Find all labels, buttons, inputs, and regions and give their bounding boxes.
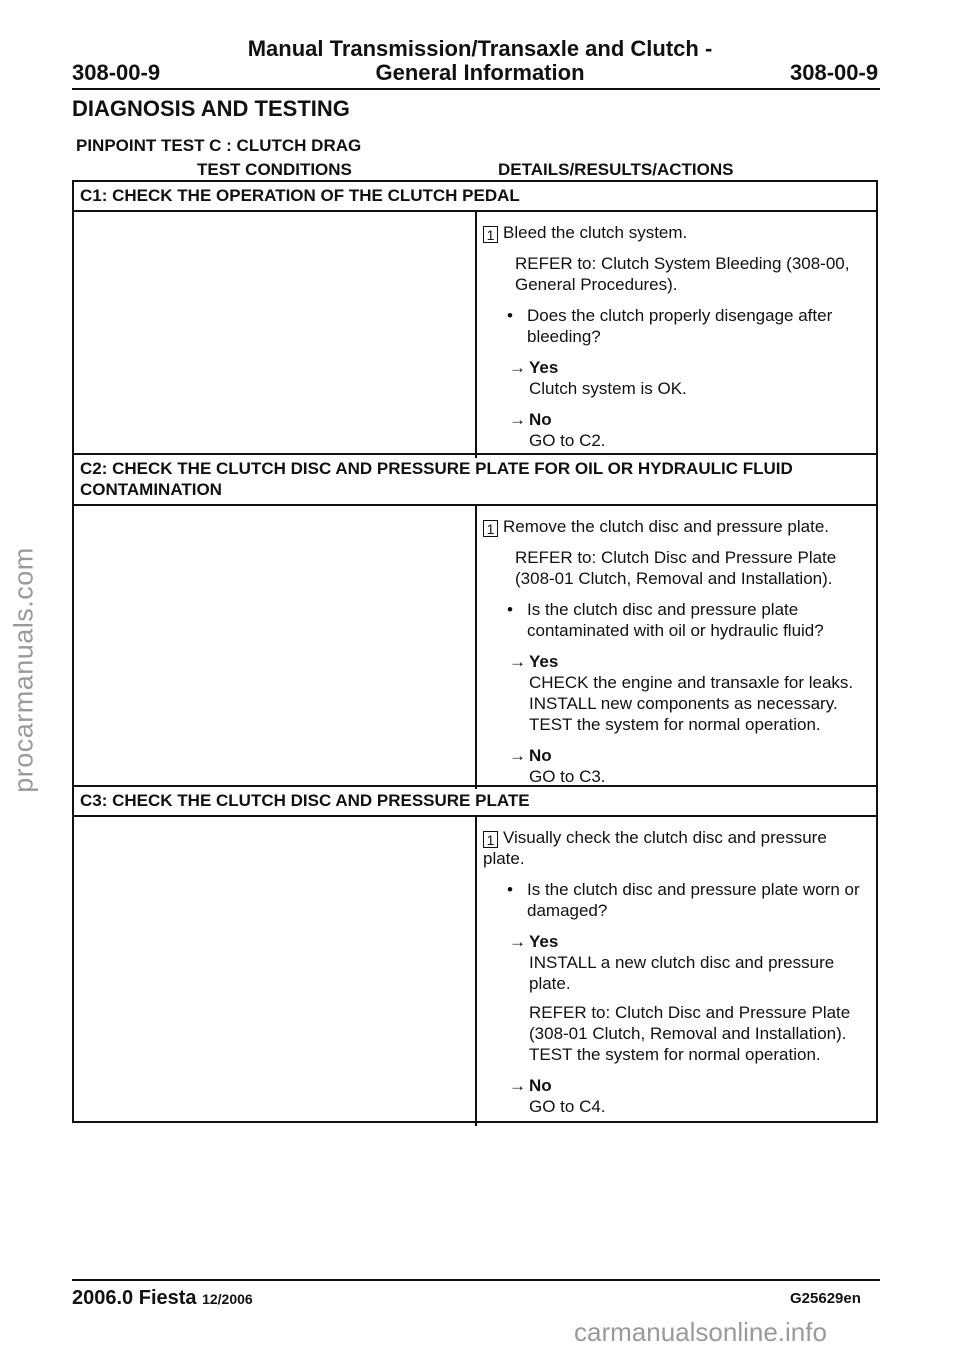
model-name: 2006.0 Fiesta (72, 1287, 197, 1309)
side-watermark (4, 547, 44, 793)
pinpoint-test-title: PINPOINT TEST C : CLUTCH DRAG (76, 136, 362, 155)
no-answer (509, 1075, 868, 1117)
refer-text: REFER to: Clutch System Bleeding (308-00, General Procedures). (515, 254, 850, 294)
yes-text: Clutch system is OK. (529, 379, 687, 398)
bullet-icon: • (507, 306, 513, 325)
figure-code: G25629en (790, 1290, 861, 1307)
yes-label: Yes (529, 932, 559, 951)
no-label: No (529, 746, 552, 765)
action-text: Remove the clutch disc and pressure plate. (503, 517, 830, 536)
bullet-icon: • (507, 600, 513, 619)
step-body (74, 506, 876, 789)
test-conditions-cell (74, 506, 477, 789)
arrow-icon: → (509, 410, 526, 429)
yes-label: Yes (529, 358, 559, 377)
action-number-box: 1 (483, 226, 498, 243)
page-code-right: 308-00-9 (790, 60, 879, 85)
step-body (74, 817, 876, 1126)
details-cell (477, 817, 876, 1126)
question-bullet (507, 879, 868, 921)
no-label: No (529, 410, 552, 429)
details-cell (477, 212, 876, 458)
step-heading: C1: CHECK THE OPERATION OF THE CLUTCH PEDAL (74, 182, 876, 212)
question-text: Is the clutch disc and pressure plate worn or damaged? (527, 880, 860, 920)
bottom-watermark: carmanualsonline.info (574, 1317, 827, 1347)
yes-answer (509, 651, 868, 735)
step-c3 (72, 785, 878, 1123)
test-conditions-cell (74, 212, 477, 458)
footer-rule (72, 1279, 880, 1281)
action-number-box: 1 (483, 831, 498, 848)
arrow-icon: → (509, 652, 526, 671)
step-body (74, 212, 876, 458)
manual-title: Manual Transmission/Transaxle and Clutch - (247, 36, 713, 61)
action-line (483, 222, 868, 243)
arrow-icon: → (509, 358, 526, 377)
arrow-icon: → (509, 746, 526, 765)
arrow-icon: → (509, 932, 526, 951)
refer-text: REFER to: Clutch Disc and Pressure Plate (308-01 Clutch, Removal and Installation). (515, 548, 837, 588)
step-heading: C3: CHECK THE CLUTCH DISC AND PRESSURE PLATE (74, 787, 876, 817)
column-header-test-conditions: TEST CONDITIONS (197, 160, 352, 179)
yes-label: Yes (529, 652, 559, 671)
section-title: DIAGNOSIS AND TESTING (72, 96, 350, 121)
yes-text: INSTALL a new clutch disc and pressure plate. (529, 953, 835, 993)
no-answer (509, 409, 868, 451)
arrow-icon: → (509, 1076, 526, 1095)
yes-refer-text: REFER to: Clutch Disc and Pressure Plate (308-01 Clutch, Removal and Installation). (529, 1003, 851, 1043)
side-watermark-text: procarmanuals.com (8, 547, 39, 793)
no-answer (509, 745, 868, 787)
action-number-box: 1 (483, 520, 498, 537)
yes-text: CHECK the engine and transaxle for leaks. INSTALL new components as necessary. TEST the system for normal operation. (529, 673, 854, 734)
column-header-details: DETAILS/RESULTS/ACTIONS (498, 160, 734, 179)
question-text: Does the clutch properly disengage after bleeding? (527, 306, 833, 346)
page-code-left: 308-00-9 (72, 60, 161, 85)
header-rule (72, 88, 880, 90)
no-text: GO to C3. (529, 767, 606, 786)
no-text: GO to C4. (529, 1097, 606, 1116)
yes-test-text: TEST the system for normal operation. (529, 1045, 821, 1064)
yes-answer (509, 357, 868, 399)
no-text: GO to C2. (529, 431, 606, 450)
step-heading: C2: CHECK THE CLUTCH DISC AND PRESSURE PLATE FOR OIL OR HYDRAULIC FLUID CONTAMINATION (74, 455, 876, 506)
question-bullet (507, 305, 868, 347)
footer-model (72, 1287, 253, 1310)
manual-subtitle: General Information (375, 60, 585, 85)
details-cell (477, 506, 876, 789)
question-bullet (507, 599, 868, 641)
action-line (483, 827, 868, 869)
action-text: Visually check the clutch disc and pressure plate. (483, 828, 827, 868)
bullet-icon: • (507, 880, 513, 899)
step-c1 (72, 180, 878, 455)
edition-date: 12/2006 (202, 1291, 253, 1307)
test-conditions-cell (74, 817, 477, 1126)
action-text: Bleed the clutch system. (503, 223, 688, 242)
action-line (483, 516, 868, 537)
question-text: Is the clutch disc and pressure plate contaminated with oil or hydraulic fluid? (527, 600, 824, 640)
no-label: No (529, 1076, 552, 1095)
step-c2 (72, 453, 878, 787)
yes-answer (509, 931, 868, 1065)
